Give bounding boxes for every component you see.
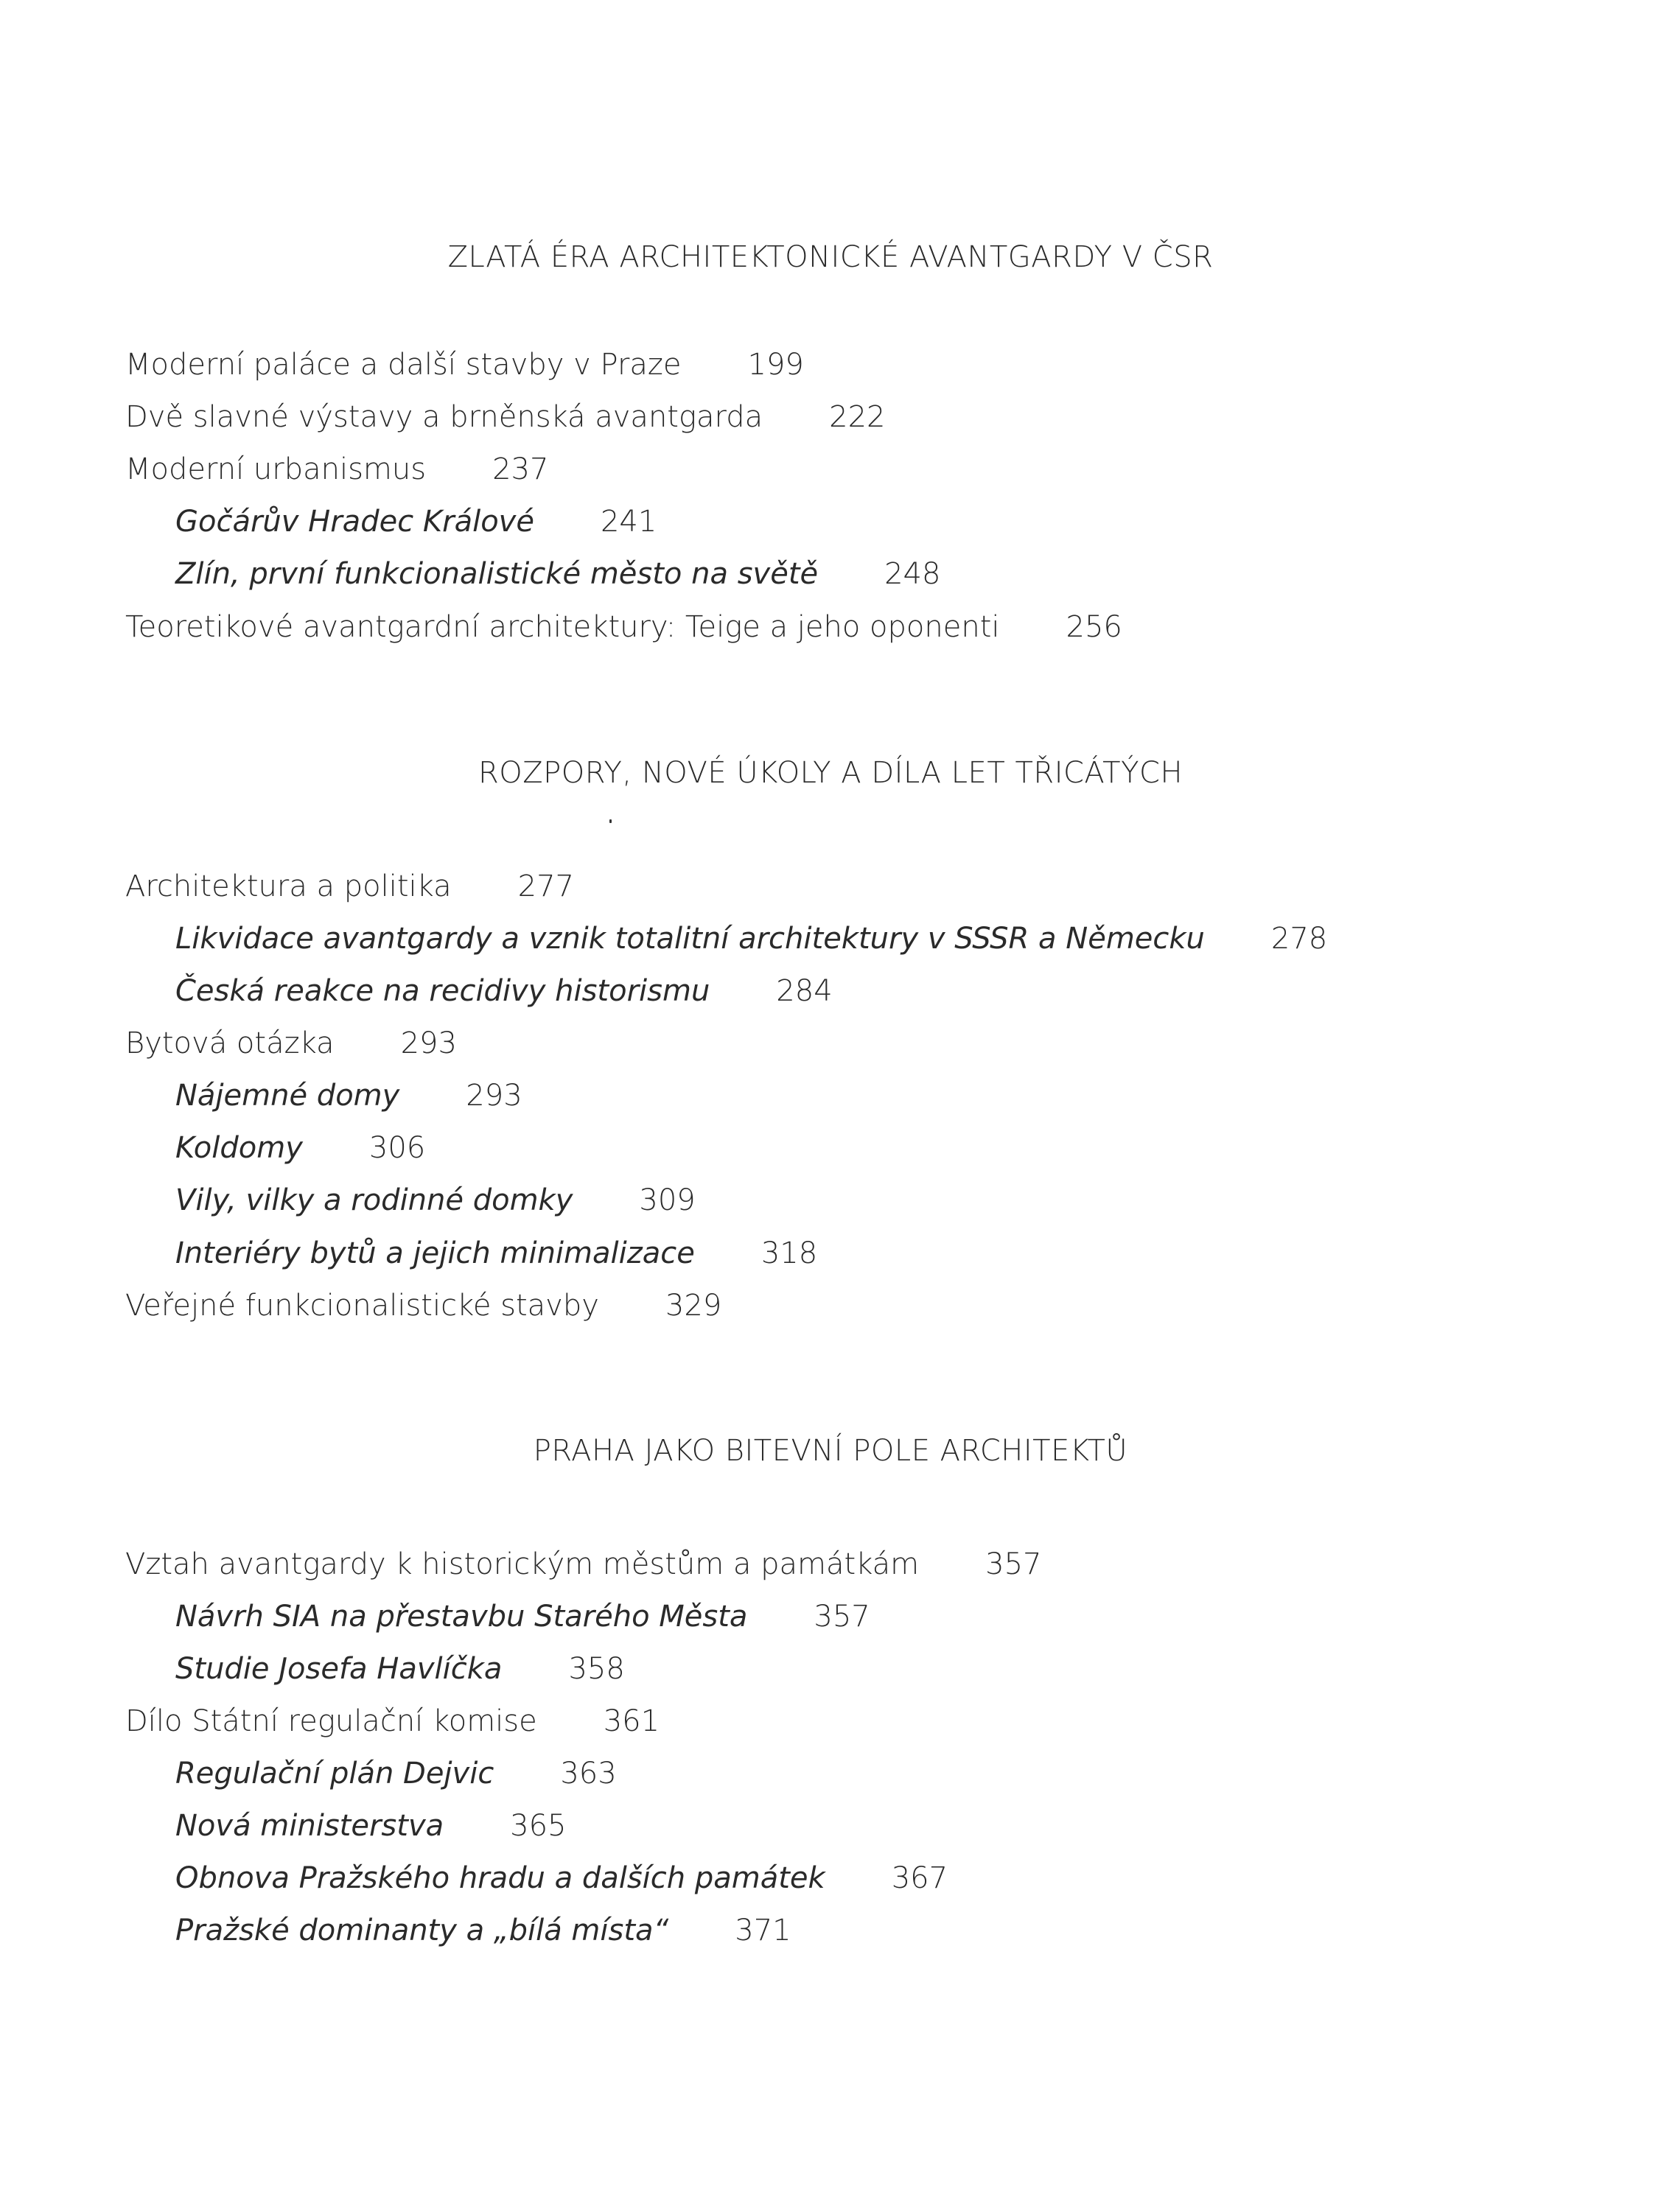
toc-entry[interactable] (125, 1703, 660, 1740)
toc-subentry[interactable] (175, 1860, 948, 1897)
section-title: ROZPORY, NOVÉ ÚKOLY A DÍLA LET TŘICÁTÝCH (478, 756, 1183, 790)
toc-entry-page: 293 (400, 1026, 457, 1060)
toc-entry-page: 357 (985, 1547, 1042, 1581)
toc-entry-title: Vily, vilky a rodinné domky (175, 1183, 573, 1217)
toc-entry-title: Návrh SIA na přestavbu Starého Města (175, 1600, 748, 1634)
toc-entry-page: 367 (891, 1861, 948, 1895)
toc-entry-page: 358 (568, 1652, 625, 1686)
toc-subentry[interactable] (175, 920, 1327, 957)
toc-entry-page: 363 (560, 1757, 617, 1791)
toc-entry-title: Nájemné domy (175, 1079, 400, 1113)
toc-entry-page: 318 (760, 1236, 818, 1270)
toc-subentry[interactable] (175, 556, 940, 592)
toc-entry-title: Dílo Státní regulační komise (125, 1704, 537, 1738)
toc-entry-title: Koldomy (175, 1131, 303, 1165)
section-title: ZLATÁ ÉRA ARCHITEKTONICKÉ AVANTGARDY V ČSR (447, 240, 1214, 274)
toc-entry[interactable] (125, 399, 886, 435)
toc-entry[interactable] (125, 451, 548, 488)
toc-entry-title: Vztah avantgardy k historickým městům a památkám (125, 1547, 920, 1581)
toc-subentry[interactable] (175, 1651, 625, 1687)
toc-entry[interactable] (125, 609, 1122, 645)
toc-entry[interactable] (125, 1287, 721, 1324)
toc-entry-page: 361 (603, 1704, 660, 1738)
toc-entry[interactable] (125, 868, 574, 905)
toc-entry-page: 241 (600, 505, 657, 539)
toc-subentry[interactable] (175, 1182, 696, 1219)
toc-entry-page: 357 (814, 1600, 870, 1634)
toc-entry-title: Pražské dominanty a „bílá místa“ (175, 1914, 669, 1947)
toc-entry-title: Moderní urbanismus (125, 452, 427, 486)
toc-entry-title: Česká reakce na recidivy historismu (175, 974, 710, 1008)
toc-subentry[interactable] (175, 503, 657, 540)
toc-entry-page: 278 (1270, 922, 1328, 956)
toc-entry-title: Dvě slavné výstavy a brněnská avantgarda (125, 400, 763, 434)
toc-entry-page: 256 (1066, 610, 1122, 644)
toc-entry-page: 199 (747, 348, 804, 382)
toc-entry-page: 306 (368, 1131, 426, 1165)
toc-subentry[interactable] (175, 1598, 870, 1635)
toc-entry-title: Studie Josefa Havlíčka (175, 1652, 503, 1686)
print-speck (609, 819, 612, 823)
toc-entry-page: 277 (517, 869, 574, 903)
toc-entry[interactable] (125, 346, 804, 383)
toc-entry-title: Obnova Pražského hradu a dalších památek (175, 1861, 825, 1895)
toc-entry[interactable] (125, 1546, 1042, 1583)
toc-entry-title: Veřejné funkcionalistické stavby (125, 1289, 599, 1323)
toc-subentry[interactable] (175, 1077, 522, 1114)
toc-entry-title: Teoretikové avantgardní architektury: Teige a jeho oponenti (125, 610, 1000, 644)
toc-subentry[interactable] (175, 1912, 791, 1949)
toc-subentry[interactable] (175, 1807, 566, 1844)
toc-entry-page: 309 (639, 1183, 696, 1217)
toc-entry-page: 329 (665, 1289, 722, 1323)
toc-entry-title: Moderní paláce a další stavby v Praze (125, 348, 682, 382)
section-title: PRAHA JAKO BITEVNÍ POLE ARCHITEKTŮ (533, 1434, 1128, 1468)
toc-entry-title: Gočárův Hradec Králové (175, 505, 534, 539)
toc-entry-title: Regulační plán Dejvic (175, 1757, 494, 1791)
toc-entry-page: 237 (492, 452, 549, 486)
toc-entry-page: 284 (776, 974, 833, 1008)
toc-entry-page: 222 (829, 400, 886, 434)
toc-subentry[interactable] (175, 1755, 617, 1792)
toc-entry-title: Bytová otázka (125, 1026, 335, 1060)
toc-entry-page: 371 (735, 1914, 791, 1947)
toc-subentry[interactable] (175, 1130, 425, 1166)
toc-entry-page: 248 (884, 557, 941, 591)
toc-subentry[interactable] (175, 1235, 817, 1272)
toc-entry-title: Nová ministerstva (175, 1809, 444, 1843)
toc-entry-title: Architektura a politika (125, 869, 452, 903)
toc-entry-title: Interiéry bytů a jejich minimalizace (175, 1236, 695, 1270)
toc-entry-page: 293 (466, 1079, 522, 1113)
toc-entry-title: Zlín, první funkcionalistické město na světě (175, 557, 819, 591)
toc-subentry[interactable] (175, 973, 833, 1009)
toc-entry-title: Likvidace avantgardy a vznik totalitní architektury v SSSR a Německu (175, 922, 1205, 956)
toc-entry[interactable] (125, 1025, 457, 1062)
toc-entry-page: 365 (510, 1809, 567, 1843)
